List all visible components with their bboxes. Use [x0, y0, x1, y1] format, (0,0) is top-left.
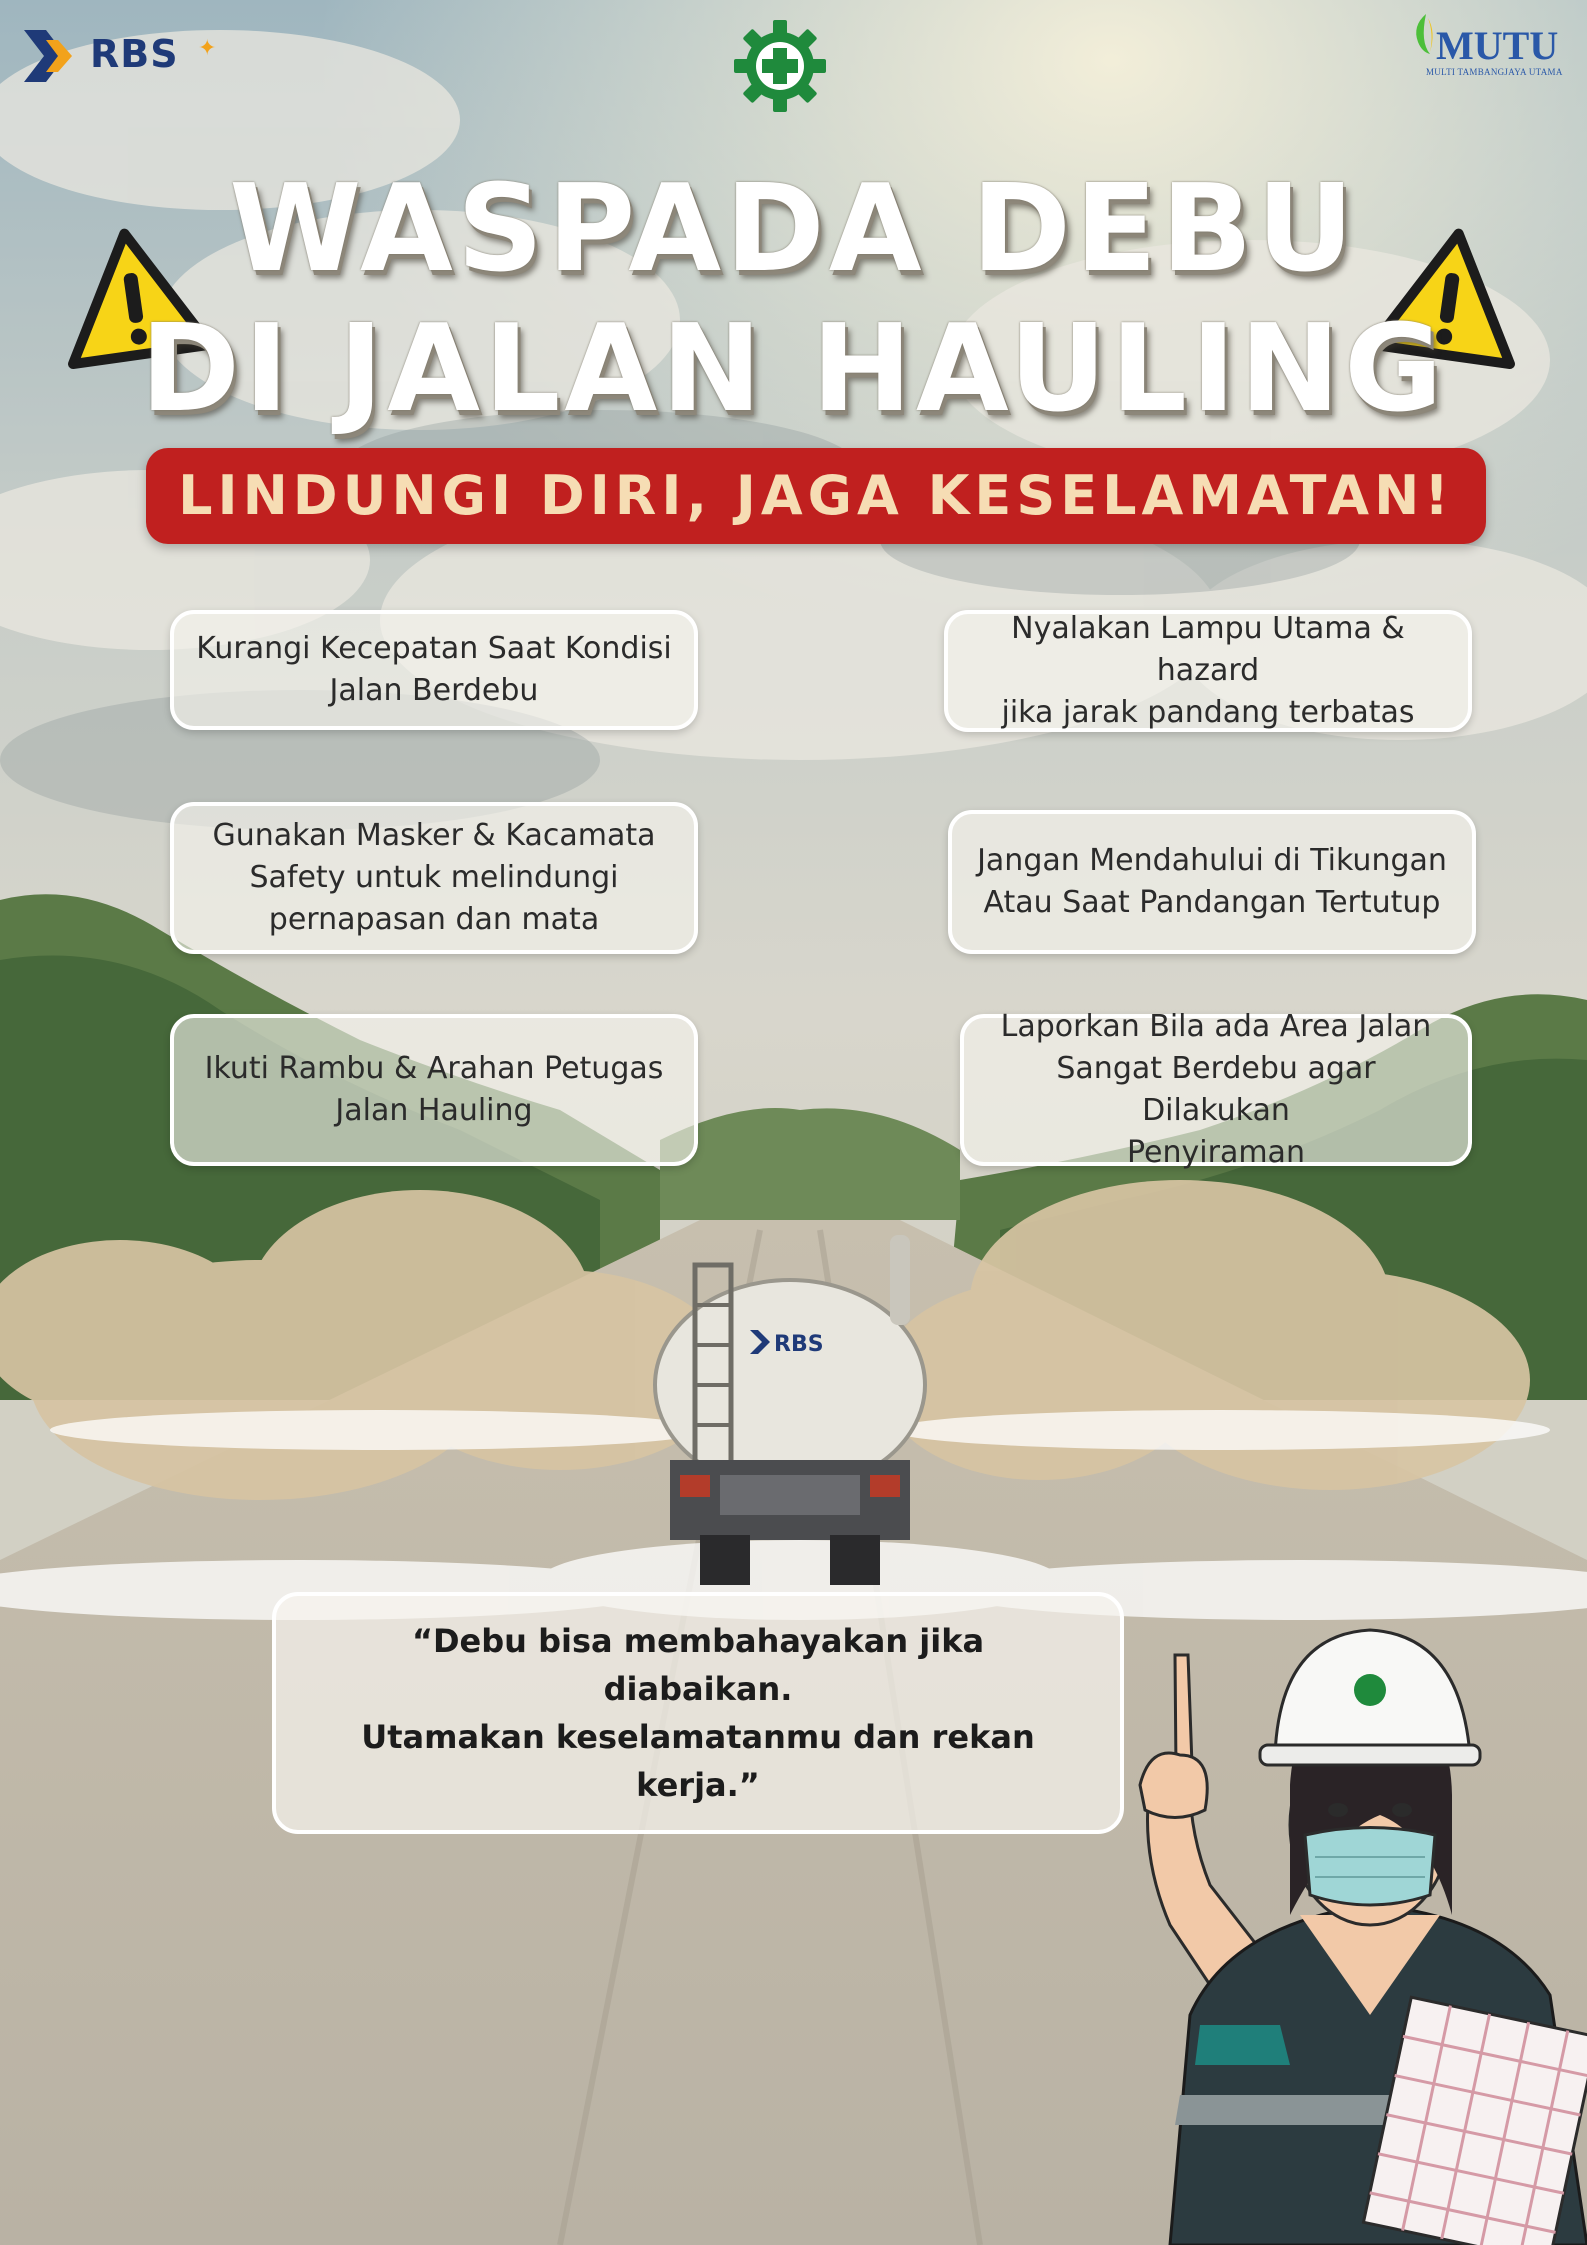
tip-card-headlights-hazard [944, 610, 1472, 732]
rbs-logo [20, 22, 220, 88]
tip-text: Jangan Mendahului di Tikungan Atau Saat Pandangan Tertutup [977, 843, 1447, 920]
slogan-banner [146, 448, 1486, 544]
rbs-chevron-icon [20, 26, 84, 86]
mutu-leaf-icon [1408, 12, 1438, 56]
mutu-logo-text: MUTU [1436, 23, 1559, 68]
quote-text: “Debu bisa membahayakan jika diabaikan. Utamakan keselamatanmu dan rekan kerja.” [361, 1622, 1035, 1804]
safety-worker-illustration [1080, 1595, 1587, 2245]
water-truck-illustration [640, 1235, 940, 1595]
tip-card-report-dusty-area [960, 1009, 1472, 1170]
poster-title-line-2: DI JALAN HAULING [140, 300, 1447, 439]
poster-title-line-1: WASPADA DEBU [229, 160, 1358, 299]
tip-text: Laporkan Bila ada Area Jalan Sangat Berdebu agar Dilakukan Penyiraman [1000, 1009, 1432, 1170]
tip-card-reduce-speed [170, 610, 698, 730]
tip-card-mask-glasses [170, 802, 698, 954]
slogan-text: LINDUNGI DIRI, JAGA KESELAMATAN! [178, 464, 1454, 527]
tip-card-no-overtaking [948, 810, 1476, 954]
tip-card-follow-signs [170, 1014, 698, 1166]
k3-safety-gear-cross-icon [732, 18, 828, 114]
tip-text: Ikuti Rambu & Arahan Petugas Jalan Hauling [204, 1051, 664, 1128]
tip-text: Nyalakan Lampu Utama & hazard jika jarak pandang terbatas [1001, 611, 1415, 730]
rbs-logo-text: RBS [90, 32, 179, 76]
tip-text: Gunakan Masker & Kacamata Safety untuk melindungi pernapasan dan mata [212, 818, 656, 937]
rbs-spark-icon: ✦ [198, 36, 217, 61]
tip-text: Kurangi Kecepatan Saat Kondisi Jalan Berdebu [196, 631, 672, 708]
mutu-logo [1408, 12, 1568, 82]
mutu-tagline: MULTI TAMBANGJAYA UTAMA [1426, 67, 1563, 77]
truck-rbs-logo-text: RBS [774, 1332, 824, 1357]
quote-box [272, 1592, 1124, 1834]
